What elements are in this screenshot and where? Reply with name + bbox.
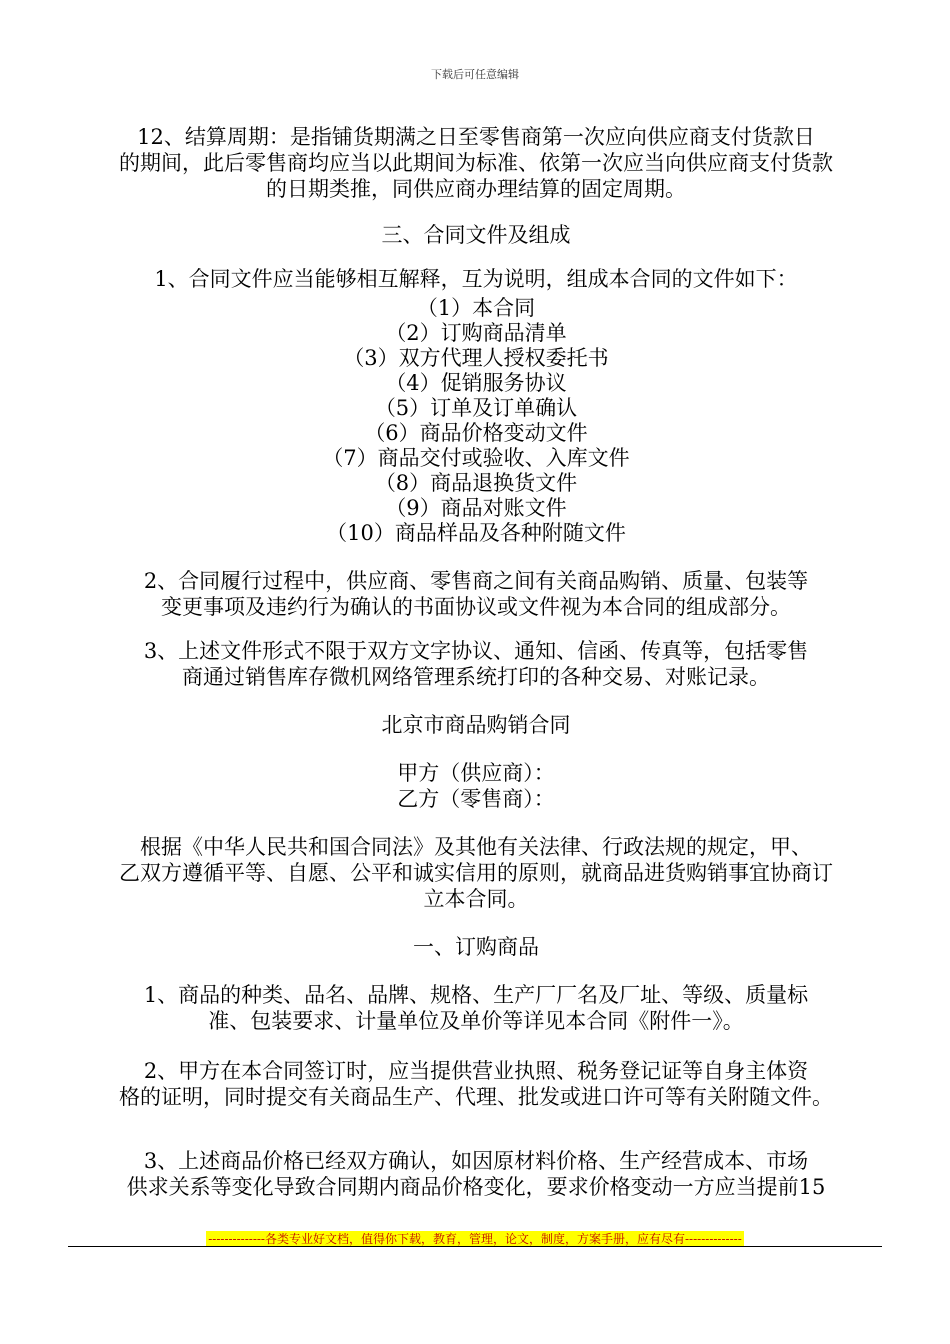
list-item: （9）商品对账文件	[385, 496, 567, 520]
text-line: 甲方（供应商）：	[397, 761, 555, 785]
text-line: 的日期类推，同供应商办理结算的固定周期。	[266, 177, 686, 201]
text-line: 1、商品的种类、品名、品牌、规格、生产厂厂名及厂址、等级、质量标	[143, 983, 809, 1007]
text-line: 北京市商品购销合同	[381, 713, 571, 737]
text-line: 立本合同。	[423, 887, 529, 911]
text-line: 2、合同履行过程中，供应商、零售商之间有关商品购销、质量、包装等	[143, 569, 809, 593]
text-line: 2、甲方在本合同签订时，应当提供营业执照、税务登记证等自身主体资	[143, 1059, 809, 1083]
list-item: （4）促销服务协议	[385, 371, 567, 395]
text-line: 1、合同文件应当能够相互解释，互为说明，组成本合同的文件如下：	[154, 267, 798, 291]
footer-banner	[0, 1228, 950, 1247]
section-heading	[70, 712, 882, 738]
list-item: （10）商品样品及各种附随文件	[326, 521, 626, 545]
text-line: 3、上述文件形式不限于双方文字协议、通知、信函、传真等，包括零售	[143, 639, 809, 663]
list-item: （7）商品交付或验收、入库文件	[322, 446, 630, 470]
paragraph	[70, 638, 882, 690]
text-line: 变更事项及违约行为确认的书面协议或文件视为本合同的组成部分。	[161, 595, 791, 619]
footer-banner-text: --------------各类专业好文档，值得你下载，教育，管理，论文，制度，方案手册，应有尽有--------------	[208, 1232, 742, 1246]
text-line: 供求关系等变化导致合同期内商品价格变化，要求价格变动一方应当提前15	[126, 1175, 826, 1199]
paragraph	[70, 834, 882, 912]
paragraph	[70, 266, 882, 292]
text-line: 三、合同文件及组成	[381, 223, 571, 247]
page-header: 下载后可任意编辑	[431, 68, 519, 81]
text-line: 准、包装要求、计量单位及单价等详见本合同《附件一》。	[208, 1009, 744, 1033]
text-line: 的期间，此后零售商均应当以此期间为标准、依第一次应当向供应商支付货款	[119, 151, 833, 175]
text-line: 12、结算周期：是指铺货期满之日至零售商第一次应向供应商支付货款日	[137, 125, 815, 149]
paragraph	[70, 124, 882, 202]
paragraph	[70, 982, 882, 1034]
paragraph	[70, 760, 882, 812]
list-item: （1）本合同	[416, 296, 536, 320]
text-line: 格的证明，同时提交有关商品生产、代理、批发或进口许可等有关附随文件。	[119, 1085, 833, 1109]
document-body	[70, 124, 882, 1200]
list-item: （3）双方代理人授权委托书	[343, 346, 609, 370]
list-item: （5）订单及订单确认	[374, 396, 578, 420]
text-line: 乙方（零售商）：	[397, 787, 555, 811]
text-line: 商通过销售库存微机网络管理系统打印的各种交易、对账记录。	[182, 665, 770, 689]
document-list	[70, 296, 882, 546]
paragraph	[70, 568, 882, 620]
text-line: 一、订购商品	[413, 935, 539, 959]
list-item: （2）订购商品清单	[385, 321, 567, 345]
section-heading	[70, 934, 882, 960]
paragraph	[70, 1148, 882, 1200]
list-item: （8）商品退换货文件	[374, 471, 578, 495]
list-item: （6）商品价格变动文件	[364, 421, 588, 445]
text-line: 3、上述商品价格已经双方确认，如因原材料价格、生产经营成本、市场	[143, 1149, 809, 1173]
paragraph	[70, 1058, 882, 1110]
text-line: 乙双方遵循平等、自愿、公平和诚实信用的原则，就商品进货购销事宜协商订	[119, 861, 833, 885]
section-heading	[70, 222, 882, 248]
text-line: 根据《中华人民共和国合同法》及其他有关法律、行政法规的规定，甲、	[140, 835, 812, 859]
footer-rule	[68, 1246, 882, 1247]
